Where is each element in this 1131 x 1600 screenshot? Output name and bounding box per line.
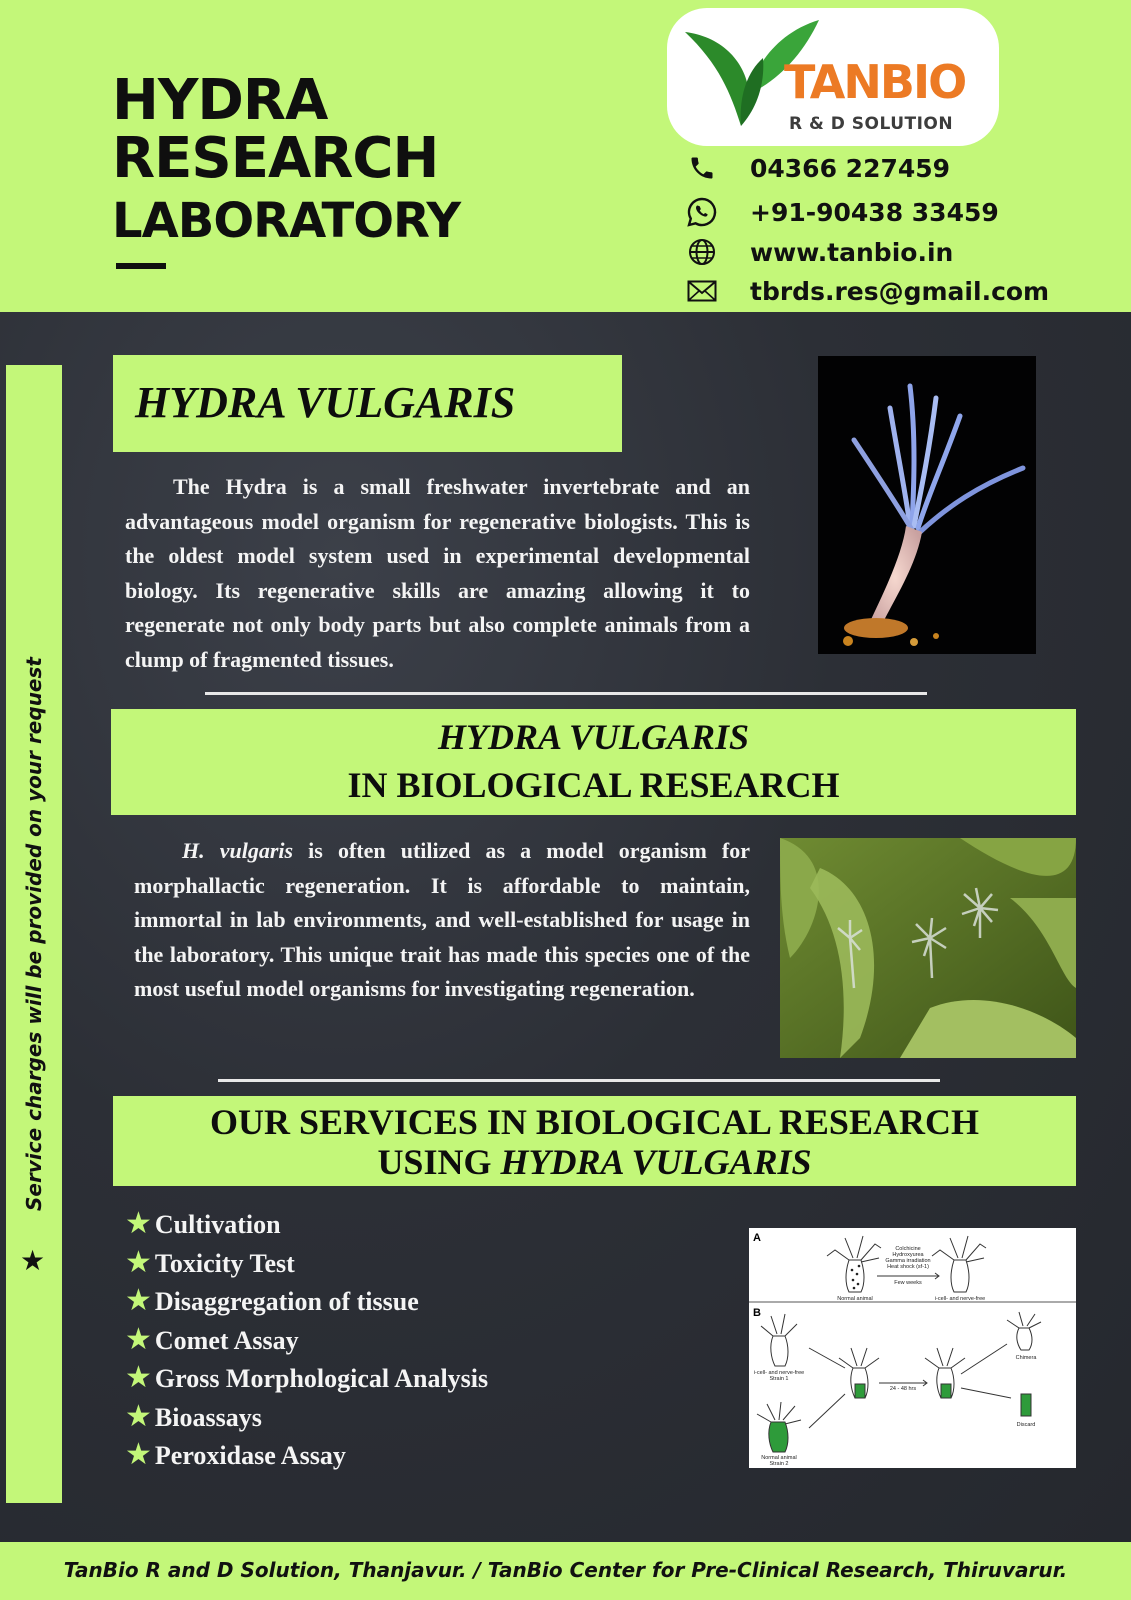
list-item: ★ Bioassays: [125, 1398, 262, 1434]
section1-heading-box: [113, 355, 622, 452]
star-icon: ★: [125, 1244, 152, 1280]
header-band: [0, 0, 1131, 312]
title-line-2: RESEARCH: [112, 126, 439, 191]
section2-paragraph: H. vulgaris is often utilized as a model organism for morphallactic regeneration. It is affordable to maintain, immortal in lab environments, and well-established for usage in the laboratory. This unique trait has made this species one of the most useful model organisms for investigating regeneration.: [134, 838, 750, 1001]
hydra-3d-render: [780, 838, 1076, 1058]
species-name: H. vulgaris: [182, 838, 294, 863]
title-line-3: LABORATORY: [112, 193, 461, 249]
whatsapp-icon: [684, 194, 720, 230]
whatsapp-number: +91-90438 33459: [750, 197, 999, 227]
section2-heading-box: [111, 709, 1076, 815]
star-icon: ★: [125, 1398, 152, 1434]
section2-heading-line1: HYDRA VULGARIS: [437, 717, 750, 757]
star-icon: ★: [125, 1360, 152, 1395]
page-title: [112, 68, 461, 254]
svg-text:i-cell- and nerve-free: i-cell- and nerve-free: [934, 1296, 986, 1302]
side-star-icon: ★: [20, 1244, 46, 1277]
section3-heading-line2: USING HYDRA VULGARIS: [377, 1142, 812, 1182]
hydra-photo: [818, 356, 1036, 654]
contact-website[interactable]: [684, 234, 1124, 270]
chimera-diagram: [749, 1228, 1076, 1468]
list-item: ★ Disaggregation of tissue: [125, 1283, 419, 1318]
section1-paragraph: The Hydra is a small freshwater invertebrate and an advantageous model organism for regenerative biologists. This is the oldest model system used in experimental developmental biology. Its regenerative skills are amazing allowing it to regenerate not only body parts but also complete animals from a clump of fragmented tissues.: [125, 474, 750, 672]
title-line-1: HYDRA: [112, 68, 328, 133]
svg-text:Hydroxyurea: Hydroxyurea: [892, 1252, 924, 1258]
list-item: ★ Cultivation: [125, 1206, 281, 1241]
svg-text:Chimera: Chimera: [1015, 1355, 1037, 1361]
star-icon: ★: [125, 1321, 152, 1357]
logo-subtitle: R & D SOLUTION: [789, 114, 954, 134]
contact-phone[interactable]: [684, 150, 1124, 186]
contact-email[interactable]: [684, 273, 1124, 309]
globe-icon: [684, 234, 720, 270]
svg-text:Normal animal: Normal animal: [761, 1455, 797, 1461]
list-item: ★ Toxicity Test: [125, 1244, 295, 1280]
list-item: ★ Comet Assay: [125, 1321, 299, 1357]
footer-locations: TanBio R and D Solution, Thanjavur. / TanBio Center for Pre-Clinical Research, Thiruvarur.: [63, 1558, 1068, 1582]
services-list: [125, 1205, 488, 1475]
email-address: tbrds.res@gmail.com: [750, 276, 1050, 306]
svg-text:Strain 1: Strain 1: [769, 1376, 789, 1382]
title-underline: [116, 263, 166, 269]
star-icon: ★: [125, 1437, 152, 1472]
svg-text:24 - 48 hrs: 24 - 48 hrs: [889, 1386, 917, 1392]
section3-heading-line1: OUR SERVICES IN BIOLOGICAL RESEARCH: [210, 1102, 979, 1142]
list-item: ★ Peroxidase Assay: [125, 1437, 346, 1472]
svg-text:Colchicine: Colchicine: [895, 1246, 921, 1252]
list-item: ★ Gross Morphological Analysis: [125, 1360, 489, 1395]
svg-text:Few weeks: Few weeks: [894, 1280, 922, 1286]
panel-a-label: A: [753, 1232, 761, 1244]
tanbio-logo: [667, 8, 999, 146]
footer-band: [0, 1542, 1131, 1600]
section1-heading: HYDRA VULGARIS: [135, 378, 516, 427]
svg-text:Discard: Discard: [1016, 1422, 1036, 1428]
section3-heading-box: [113, 1096, 1076, 1186]
star-icon: ★: [125, 1283, 152, 1318]
contact-whatsapp[interactable]: [684, 194, 1124, 230]
service-charges-note: Service charges will be provided on your request: [22, 657, 46, 1211]
svg-text:Gamma irradiation: Gamma irradiation: [885, 1258, 931, 1264]
logo-wordmark: TANBIO: [784, 55, 966, 109]
website-url: www.tanbio.in: [750, 237, 954, 267]
svg-text:Strain 2: Strain 2: [769, 1461, 789, 1467]
svg-text:Heat shock (sf-1): Heat shock (sf-1): [887, 1264, 929, 1270]
divider-2: [218, 1079, 940, 1082]
svg-text:Normal animal: Normal animal: [837, 1296, 873, 1302]
phone-number: 04366 227459: [750, 153, 951, 183]
phone-icon: [684, 150, 720, 186]
divider-1: [205, 692, 927, 695]
panel-b-label: B: [753, 1307, 761, 1319]
svg-text:i-cell- and nerve-free: i-cell- and nerve-free: [753, 1370, 805, 1376]
star-icon: ★: [125, 1206, 152, 1241]
mail-icon: [684, 273, 720, 309]
section2-heading-line2: IN BIOLOGICAL RESEARCH: [347, 765, 840, 805]
